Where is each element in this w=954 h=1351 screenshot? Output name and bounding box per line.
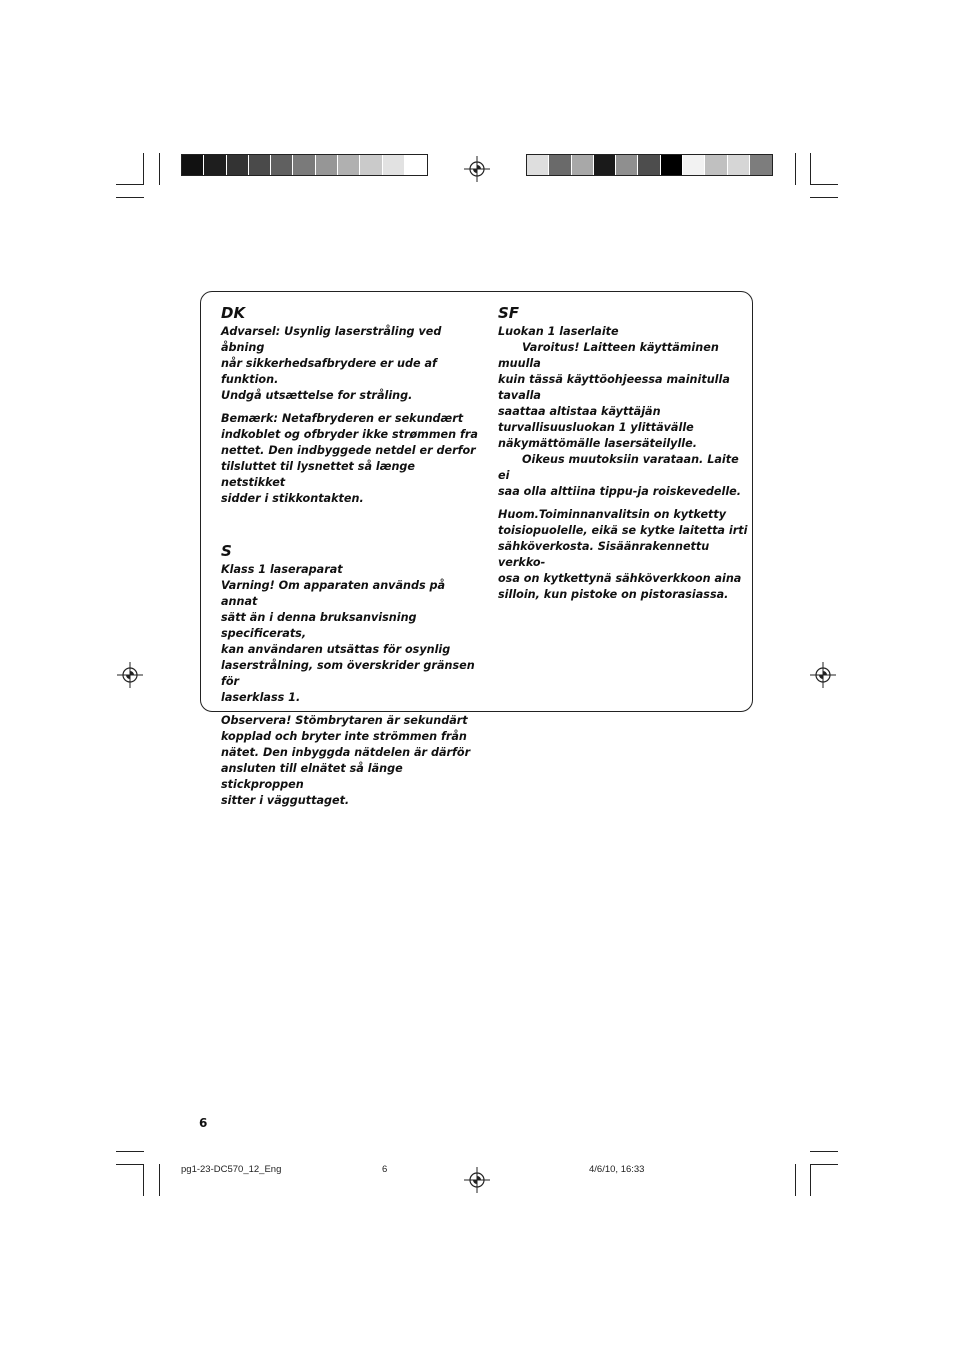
crosshair-registration-icon bbox=[117, 662, 143, 688]
sf-warning-text: Varoitus! Laitteen käyttäminen muulla kuin tässä käyttöohjeessa mainitulla tavalla saattaa altistaa käyttäjän turvallisuusluokan 1 ylittävälle näkymättömälle lasersäteilylle. bbox=[498, 341, 730, 450]
color-swatch bbox=[661, 155, 683, 175]
section-heading-s: S bbox=[221, 542, 232, 560]
footer-page: 6 bbox=[382, 1164, 388, 1175]
dk-note-text: Bemærk: Netafbryderen er sekundært indkoblet og ofbryder ikke strømmen fra nettet. Den indbyggede netdel er derfor tilsluttet til lysnettet så længe netstikket sidder i stikkontakten. bbox=[221, 412, 478, 505]
right-color-bar bbox=[526, 154, 773, 176]
color-swatch bbox=[705, 155, 727, 175]
color-swatch bbox=[527, 155, 549, 175]
left-column bbox=[221, 304, 481, 816]
color-swatch bbox=[549, 155, 571, 175]
color-swatch bbox=[271, 155, 293, 175]
color-swatch bbox=[728, 155, 750, 175]
crop-mark bbox=[143, 153, 144, 185]
crop-mark bbox=[116, 1164, 144, 1165]
crop-mark bbox=[810, 1151, 838, 1152]
color-swatch bbox=[616, 155, 638, 175]
s-note-text: Observera! Stömbrytaren är sekundärt kopplad och bryter inte strömmen från nätet. Den inbyggda nätdelen är därför ansluten till elnätet så länge stickproppen sitter i vägguttaget. bbox=[221, 714, 471, 807]
crop-mark bbox=[795, 153, 796, 185]
color-swatch bbox=[182, 155, 204, 175]
sf-note-text: Huom.Toiminnanvalitsin on kytketty toisiopuolelle, eikä se kytke laitetta irti sähköverkosta. Sisäänrakennettu verkko- osa on kytkettynä sähköverkkoon aina silloin, kun pistoke on pistorasiassa. bbox=[498, 508, 748, 601]
right-column bbox=[498, 304, 748, 610]
s-warning-text: Varning! Om apparaten används på annat sätt än i denna bruksanvisning specificerats, kan användaren utsättas för osynlig laserstrålning, som överskrider gränsen för laserklass 1. bbox=[221, 579, 475, 704]
s-subheading: Klass 1 laseraparat bbox=[221, 563, 343, 576]
crop-mark bbox=[159, 1164, 160, 1196]
color-swatch bbox=[638, 155, 660, 175]
color-swatch bbox=[338, 155, 360, 175]
footer-date: 4/6/10, 16:33 bbox=[589, 1164, 645, 1175]
page-number: 6 bbox=[199, 1116, 208, 1130]
crop-mark bbox=[810, 197, 838, 198]
section-heading-dk: DK bbox=[221, 304, 246, 322]
sf-subheading: Luokan 1 laserlaite bbox=[498, 325, 619, 338]
crop-mark bbox=[810, 184, 838, 185]
crop-mark bbox=[116, 197, 144, 198]
color-swatch bbox=[683, 155, 705, 175]
crop-mark bbox=[116, 184, 144, 185]
crop-mark bbox=[143, 1164, 144, 1196]
color-swatch bbox=[594, 155, 616, 175]
color-swatch bbox=[293, 155, 315, 175]
dk-warning-text: Advarsel: Usynlig laserstråling ved åbning når sikkerhedsafbrydere er ude af funktion. Undgå utsættelse for stråling. bbox=[221, 325, 442, 402]
crosshair-registration-icon bbox=[810, 662, 836, 688]
section-heading-sf: SF bbox=[498, 304, 520, 322]
color-swatch bbox=[360, 155, 382, 175]
color-swatch bbox=[572, 155, 594, 175]
color-swatch bbox=[204, 155, 226, 175]
crosshair-registration-icon bbox=[464, 1167, 490, 1193]
crosshair-registration-icon bbox=[464, 156, 490, 182]
left-color-bar bbox=[181, 154, 428, 176]
crop-mark bbox=[159, 153, 160, 185]
color-swatch bbox=[405, 155, 427, 175]
crop-mark bbox=[116, 1151, 144, 1152]
color-swatch bbox=[316, 155, 338, 175]
crop-mark bbox=[810, 1164, 811, 1196]
crop-mark bbox=[810, 1164, 838, 1165]
color-swatch bbox=[227, 155, 249, 175]
color-swatch bbox=[750, 155, 772, 175]
crop-mark bbox=[795, 1164, 796, 1196]
color-swatch bbox=[383, 155, 405, 175]
color-swatch bbox=[249, 155, 271, 175]
crop-mark bbox=[810, 153, 811, 185]
sf-rights-text: Oikeus muutoksiin varataan. Laite ei saa olla alttiina tippu-ja roiskevedelle. bbox=[498, 453, 742, 498]
footer-file-name: pg1-23-DC570_12_Eng bbox=[181, 1164, 282, 1175]
